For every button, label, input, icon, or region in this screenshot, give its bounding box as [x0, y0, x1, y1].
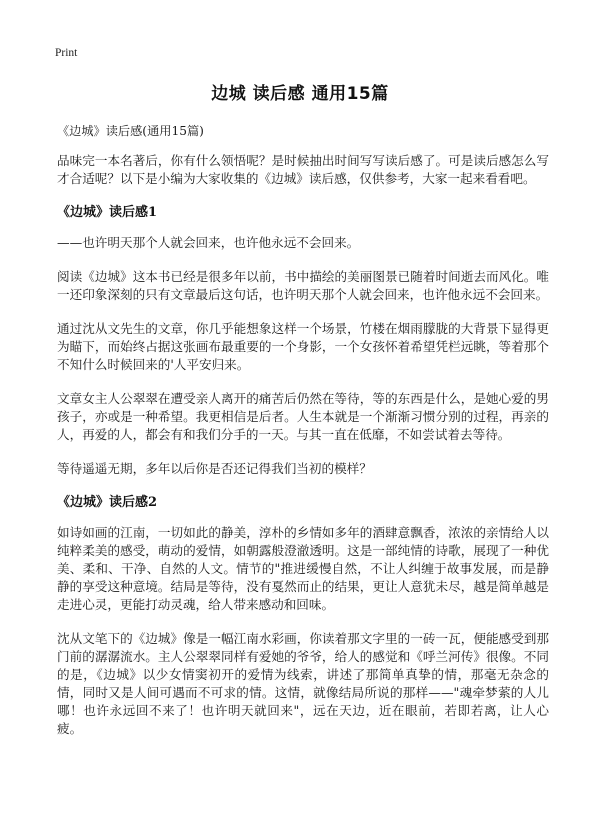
section-1-paragraph-2: 阅读《边城》这本书已经是很多年以前，书中描绘的美丽图景已随着时间逝去而风化。唯一还印象深刻的只有文章最后这句话，也许明天那个人就会回来，也许他永远不会回来。: [57, 269, 549, 302]
section-1-paragraph-3: 通过沈从文先生的文章，你几乎能想象这样一个场景，竹楼在烟雨朦胧的大背景下显得更为瞄下，而始终占据这张画布最重要的一个身影，一个女孩怀着希望凭栏远眺，等着那个不知什么时候回来的'人平安归来。: [57, 321, 549, 372]
section-2-paragraph-2: 沈从文笔下的《边城》像是一幅江南水彩画，你读着那文字里的一砖一瓦，便能感受到那门前的潺潺流水。主人公翠翠同样有爱她的爷爷，给人的感觉和《呼兰河传》很像。不同的是，《边城》以少女情窦初开的爱情为线索，讲述了那简单真挚的情，那毫无杂念的情，同时又是人间可遇而不可求的情。这情，就像结局所说的那样——"魂牵梦萦的人儿哪！也许永远回不来了！也许明天就回来"，远在天边，近在眼前，若即若离，让人心疲。: [57, 631, 549, 736]
section-1-paragraph-5: 等待遥遥无期，多年以后你是否还记得我们当初的模样？: [57, 461, 372, 476]
print-link[interactable]: Print: [55, 47, 78, 59]
section-1-paragraph-4: 文章女主人公翠翠在遭受亲人离开的痛苦后仍然在等待，等的东西是什么，是她心爱的男孩子，亦或是一种希望。我更相信是后者。人生本就是一个渐渐习惯分别的过程，再亲的人，再爱的人，都会有和我们分手的一天。与其一直在低靡，不如尝试着去等待。: [57, 391, 549, 442]
article-subtitle: 《边城》读后感(通用15篇): [57, 124, 204, 138]
article-body: [57, 122, 549, 754]
intro-paragraph: 品味完一本名著后，你有什么领悟呢？是时候抽出时间写写读后感了。可是读后感怎么写才合适呢？以下是小编为大家收集的《边城》读后感，仅供参考，大家一起来看看吧。: [57, 153, 549, 186]
page-title: 边城 读后感 通用15篇: [211, 84, 389, 104]
section-heading-2: 《边城》读后感2: [57, 495, 158, 510]
section-1-paragraph-1: ——也许明天那个人就会回来，也许他永远不会回来。: [57, 235, 360, 250]
section-2-paragraph-1: 如诗如画的江南，一切如此的静美，淳朴的乡情如多年的酒肆意飘香，浓浓的亲情给人以纯粹柔美的感受，萌动的爱情，如朝露般澄澈透明。这是一部纯情的诗歌，展现了一种优美、柔和、干净、自然的人文。情节的"推进缓慢自然，不让人纠缠于故事发展，而是静静的享受这种意境。结局是等待，没有戛然而止的结果，更让人意犹未尽，越是简单越是走进心灵，更能打动灵魂，给人带来感动和回味。: [57, 525, 549, 612]
section-heading-1: 《边城》读后感1: [57, 205, 158, 220]
